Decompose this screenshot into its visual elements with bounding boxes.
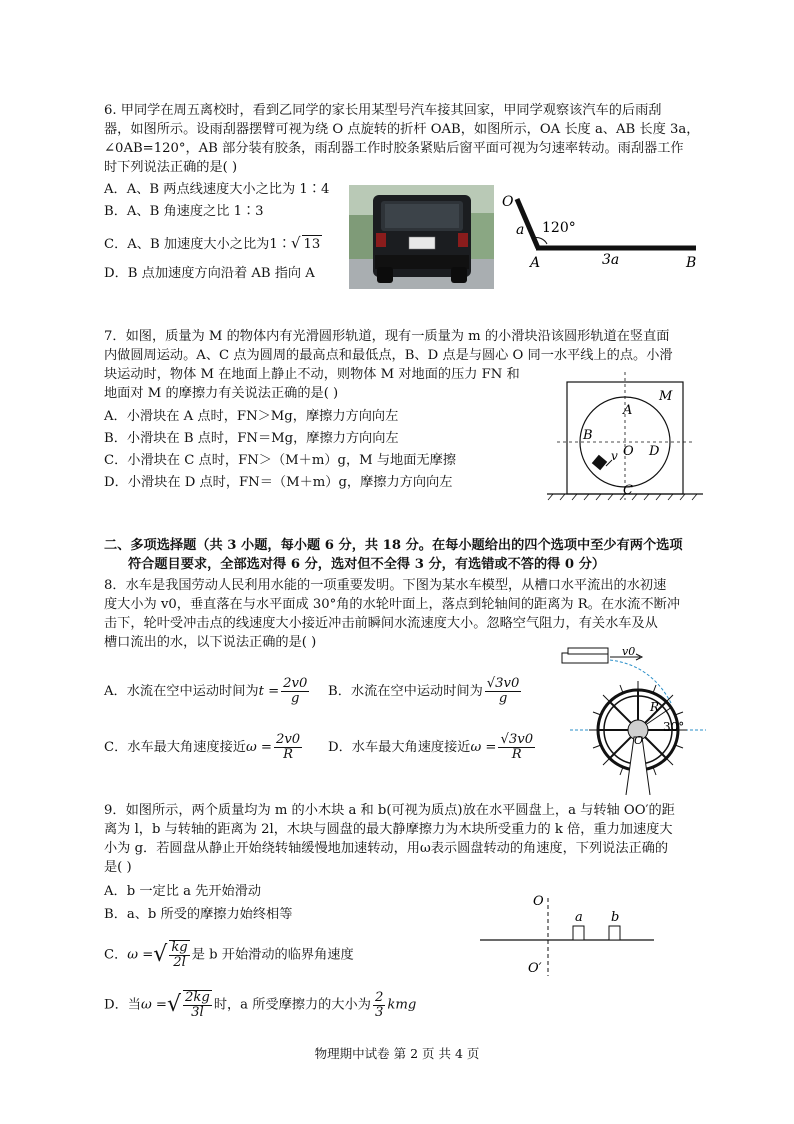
- q7-option-c: C．小滑块在 C 点时，FN＞（M＋m）g，M 与地面无摩擦: [104, 453, 456, 468]
- label-b: B: [583, 428, 593, 443]
- q6-line-4: 时下列说法正确的是( ): [104, 160, 238, 175]
- block-a: [573, 926, 584, 940]
- q6-line-3: ∠0AB=120°，AB 部分装有胶条，雨刮器工作时胶条紧贴后窗平面可视为匀速率转动。雨刮器工作: [104, 141, 684, 156]
- slider-block: [592, 455, 607, 470]
- q6-option-b: B．A、B 角速度之比 1∶3: [104, 204, 264, 219]
- q6-option-c: C．A、B 加速度大小之比为1∶√ 13: [104, 234, 321, 252]
- section-2-line-1: 二、多项选择题（共 3 小题，每小题 6 分，共 18 分。在每小题给出的四个选项中至少有两个选项: [104, 538, 683, 553]
- label-angle-120: 120°: [542, 220, 576, 236]
- q7-line-3: 块运动时，物体 M 在地面上静止不动，则物体 M 对地面的压力 FN 和: [104, 367, 520, 382]
- q7-option-a: A．小滑块在 A 点时，FN＞Mg，摩擦力方向向左: [104, 409, 399, 424]
- label-a-point: A: [530, 255, 541, 270]
- label-o-prime: O′: [528, 961, 542, 976]
- label-o: O: [502, 194, 514, 210]
- q8-line-3: 击下，轮叶受冲击点的线速度大小接近冲击前瞬间水流速度大小。忽略空气阻力，有关水车及从: [104, 616, 658, 631]
- q9-option-a: A．b 一定比 a 先开始滑动: [104, 884, 262, 899]
- label-3a: 3a: [602, 252, 620, 268]
- q7-option-d: D．小滑块在 D 点时，FN＝（M＋m）g，摩擦力方向向左: [104, 475, 453, 490]
- label-o: O: [623, 444, 634, 459]
- q8-line-4: 槽口流出的水，以下说法正确的是( ): [104, 635, 317, 650]
- label-r: R: [650, 700, 660, 714]
- label-c: C: [623, 483, 633, 498]
- q9-line-3: 小为 g．若圆盘从静止开始绕转轴缓慢地加速转动，用ω表示圆盘转动的角速度，下列说法正确的: [104, 841, 669, 856]
- q9-option-b: B．a、b 所受的摩擦力始终相等: [104, 907, 293, 922]
- q7-line-4: 地面对 M 的摩擦力有关说法正确的是( ): [104, 386, 339, 401]
- label-v0: v0: [622, 645, 636, 658]
- q6-line-1: 6. 甲同学在周五离校时，看到乙同学的家长用某型号汽车接其回家，甲同学观察该汽车的后雨刮: [104, 103, 662, 118]
- q7-line-1: 7．如图，质量为 M 的物体内有光滑圆形轨道，现有一质量为 m 的小滑块沿该圆形轨道在竖直面: [104, 329, 670, 344]
- q8-option-a: A．水流在空中运动时间为t = $\frac{2v0}{g}$: [104, 676, 308, 706]
- label-o: O: [634, 734, 644, 747]
- car-rear-photo: [349, 185, 494, 289]
- q8-line-2: 度大小为 v0，垂直落在与水平面成 30°角的水轮叶面上，落点到轮轴间的距离为 R。在水流不断冲: [104, 597, 681, 612]
- label-30-deg: 30°: [663, 720, 685, 734]
- q7-line-2: 内做圆周运动。A、C 点为圆周的最高点和最低点，B、D 点是与圆心 O 同一水平线上的点。小滑: [104, 348, 673, 363]
- label-a-length: a: [516, 222, 525, 238]
- q8-line-1: 8．水车是我国劳动人民利用水能的一项重要发明。下图为某水车模型，从槽口水平流出的水初速: [104, 578, 667, 593]
- q8-option-b: B．水流在空中运动时间为 $\frac{√3v0}{g}$: [328, 676, 520, 706]
- label-b: b: [611, 910, 620, 925]
- circular-track-diagram: [545, 370, 705, 504]
- q9-option-d: D．当ω =√ $\frac{2kg}{3l}$ 时，a 所受摩擦力的大小为 $\frac{2}{3}$ kmg: [104, 989, 417, 1020]
- q8-option-d: D．水车最大角速度接近ω = $\frac{√3v0}{R}$: [328, 732, 534, 762]
- q6-option-a: A．A、B 两点线速度大小之比为 1∶4: [104, 182, 330, 197]
- q9-line-4: 是( ): [104, 860, 132, 875]
- page-footer: 物理期中试卷 第 2 页 共 4 页: [314, 1046, 480, 1061]
- q9-option-c: C．ω =√ $\frac{kg}{2l}$ 是 b 开始滑动的临界角速度: [104, 940, 354, 970]
- q6-line-2: 器，如图所示。设雨刮器摆臂可视为绕 O 点旋转的折杆 OAB，如图所示，OA 长度 a、AB 长度 3a，: [104, 122, 700, 137]
- label-d: D: [649, 444, 660, 459]
- water-wheel-diagram: [560, 645, 710, 795]
- block-b: [609, 926, 620, 940]
- q9-line-2: 离为 l，b 与转轴的距离为 2l，木块与圆盘的最大静摩擦力为木块所受重力的 k 倍，重力加速度大: [104, 822, 673, 837]
- wiper-diagram: [500, 190, 710, 270]
- label-a: A: [623, 403, 633, 418]
- label-m: M: [659, 389, 673, 404]
- rotating-disk-diagram: [478, 890, 658, 980]
- label-a: a: [575, 910, 583, 925]
- q7-option-b: B．小滑块在 B 点时，FN＝Mg，摩擦力方向向左: [104, 431, 399, 446]
- q8-option-c: C．水车最大角速度接近ω = $\frac{2v0}{R}$: [104, 732, 301, 762]
- label-v: v: [611, 449, 618, 463]
- q9-line-1: 9．如图所示，两个质量均为 m 的小木块 a 和 b(可视为质点)放在水平圆盘上，a 与转轴 OO′的距: [104, 803, 675, 818]
- q6-option-d: D．B 点加速度方向沿着 AB 指向 A: [104, 266, 315, 281]
- label-o-top: O: [533, 894, 544, 909]
- section-2-line-2: 符合题目要求，全部选对得 6 分，选对但不全得 3 分，有选错或不答的得 0 分）: [128, 557, 606, 572]
- label-b-point: B: [686, 255, 697, 270]
